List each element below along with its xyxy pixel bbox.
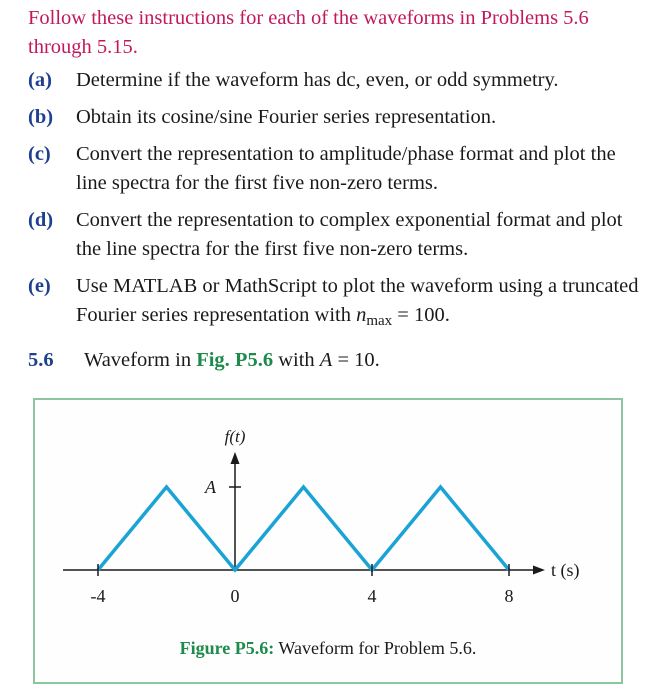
n-max-subscript: max <box>366 313 393 329</box>
part-e-text-after: = 100. <box>392 304 450 326</box>
caption-label: Figure P5.6: <box>179 638 275 658</box>
x-axis-label: t (s) <box>551 560 580 580</box>
part-e-text-before: Use MATLAB or MathScript to plot the waveform using a truncated Fourier series representation with <box>76 275 639 326</box>
figure-reference-link[interactable]: Fig. P5.6 <box>196 349 274 371</box>
y-axis-arrowhead <box>231 452 240 464</box>
part-e-label: (e) <box>28 275 51 297</box>
figure-p5-6 <box>33 398 623 684</box>
amplitude-variable: A <box>319 349 333 371</box>
part-c <box>28 140 648 198</box>
n-max-symbol: n <box>356 304 367 326</box>
x-tick-label-1: 0 <box>230 586 240 606</box>
y-tick-label-a: A <box>205 477 216 497</box>
x-tick-label-3: 8 <box>504 586 514 606</box>
problem-number: 5.6 <box>28 349 54 371</box>
problem-text-after: = 10. <box>332 349 380 371</box>
part-a-label: (a) <box>28 69 52 91</box>
instructions-intro: Follow these instructions for each of the waveforms in Problems 5.6 through 5.15. <box>28 7 589 58</box>
problem-text-middle: with <box>273 349 320 371</box>
part-d-label: (d) <box>28 209 54 231</box>
part-d <box>28 206 648 264</box>
problem-text-before: Waveform in <box>84 349 197 371</box>
waveform-series-line <box>98 487 509 570</box>
part-c-text: Convert the representation to amplitude/phase format and plot the line spectra for the first five non-zero terms. <box>76 143 616 194</box>
part-b <box>28 103 648 132</box>
figure-caption <box>35 638 621 659</box>
x-tick-label-0: -4 <box>90 586 106 606</box>
part-a <box>28 66 648 95</box>
x-tick-label-2: 4 <box>367 586 377 606</box>
part-e-text <box>76 272 648 336</box>
y-axis-label: f(t) <box>224 427 246 446</box>
caption-text: Waveform for Problem 5.6. <box>274 638 477 658</box>
part-e <box>28 272 648 336</box>
part-b-label: (b) <box>28 106 54 128</box>
problem-statement <box>28 346 380 375</box>
part-d-text: Convert the representation to complex exponential format and plot the line spectra for the first five non-zero terms. <box>76 209 623 260</box>
instructions-list <box>28 66 648 344</box>
part-b-text: Obtain its cosine/sine Fourier series representation. <box>76 106 497 128</box>
part-a-text: Determine if the waveform has dc, even, or odd symmetry. <box>76 69 559 91</box>
x-axis-arrowhead <box>533 566 545 575</box>
part-c-label: (c) <box>28 143 51 165</box>
